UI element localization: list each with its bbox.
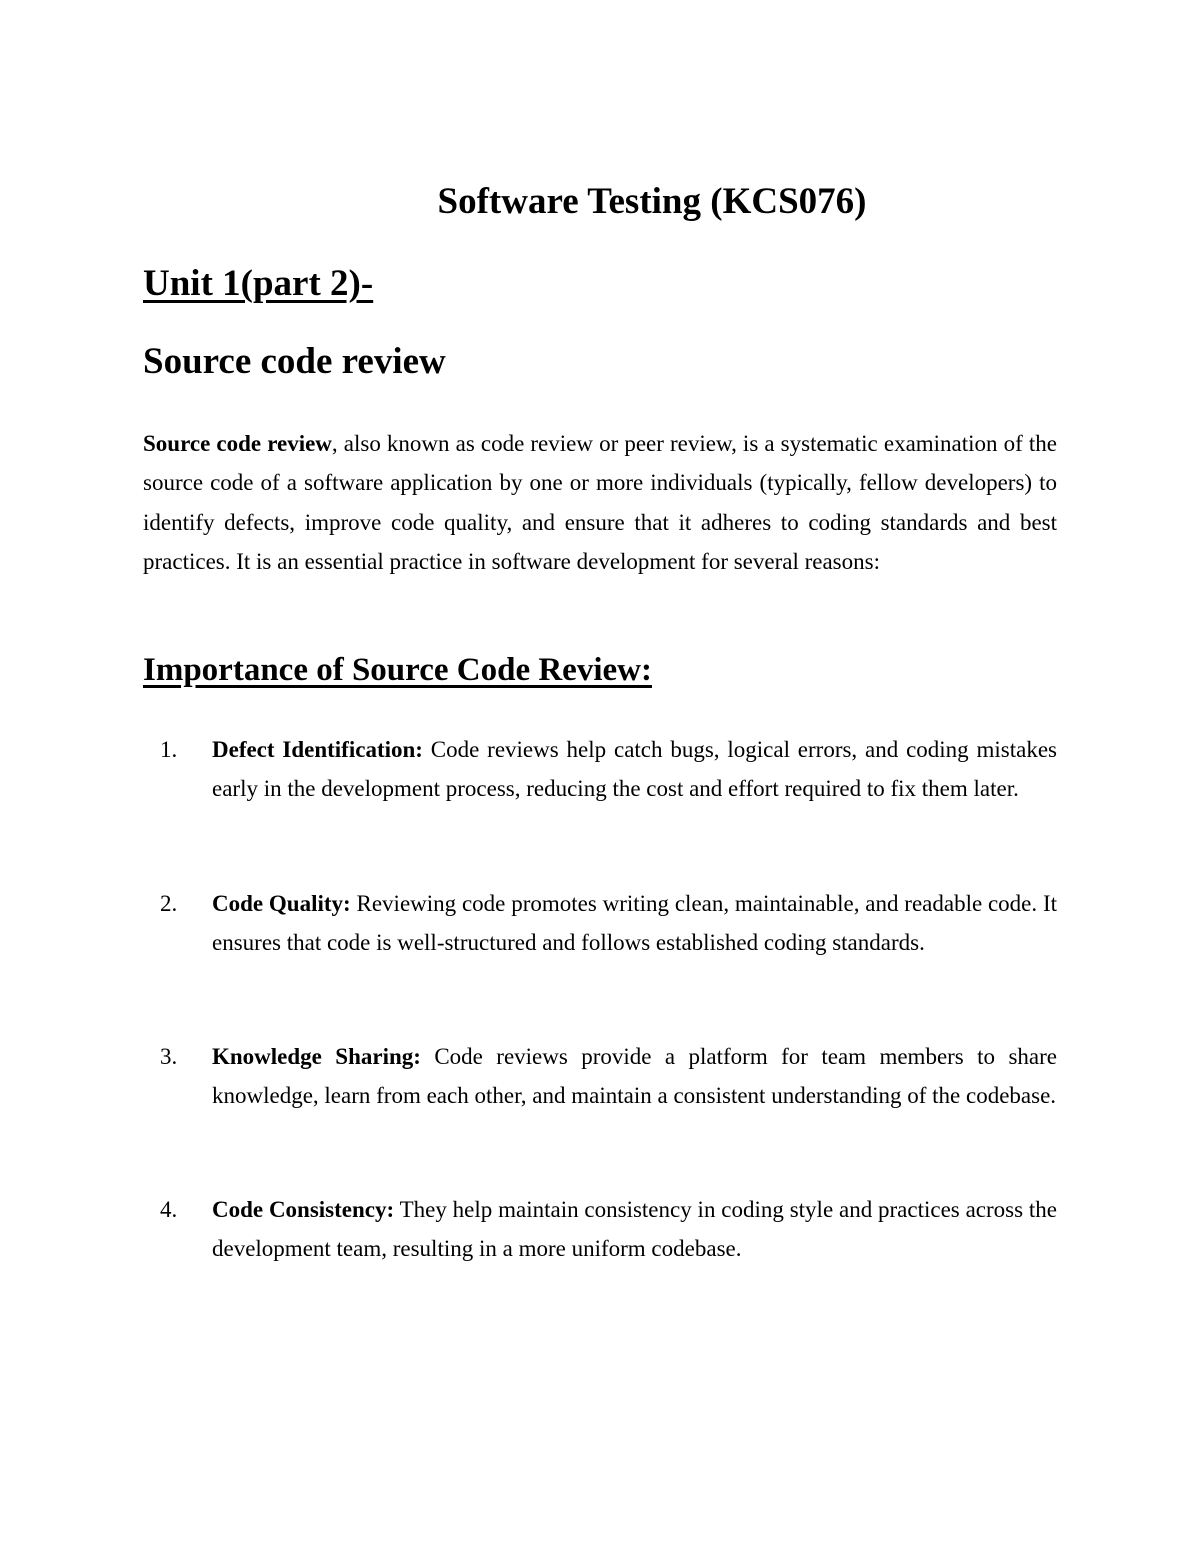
list-item [160, 884, 1057, 963]
intro-lead-term: Source code review [143, 431, 332, 456]
list-item-number: 2. [160, 891, 178, 916]
list-item-body [212, 730, 1057, 809]
list-item-number: 4. [160, 1197, 178, 1222]
intro-paragraph [143, 424, 1057, 582]
list-item-number: 3. [160, 1044, 178, 1069]
section-heading: Source code review [143, 341, 446, 382]
list-item-body [212, 1037, 1057, 1116]
importance-heading: Importance of Source Code Review: [143, 652, 652, 688]
document-title: Software Testing (KCS076) [437, 181, 867, 222]
list-item [160, 1190, 1057, 1269]
list-item-term: Defect Identification: [212, 737, 423, 762]
list-item-number: 1. [160, 737, 178, 762]
list-item-term: Code Consistency: [212, 1197, 395, 1222]
list-item-text: Code reviews provide a platform for team members to share knowledge, learn from each other, and maintain a consistent understanding of the codebase. [212, 1044, 1057, 1109]
list-item [160, 730, 1057, 809]
list-item-text: Reviewing code promotes writing clean, maintainable, and readable code. It ensures that code is well-structured and follows established coding standards. [212, 891, 1057, 956]
unit-heading: Unit 1(part 2)- [143, 263, 374, 304]
intro-text: , also known as code review or peer review, is a systematic examination of the source code of a software application by one or more individuals (typically, fellow developers) to identify defects, improve code quality, and ensure that it adheres to coding standards and best practices. It is an essential practice in software development for several reasons: [143, 431, 1057, 575]
list-item-body [212, 884, 1057, 963]
list-item-term: Code Quality: [212, 891, 351, 916]
list-item-text: Code reviews help catch bugs, logical errors, and coding mistakes early in the development process, reducing the cost and effort required to fix them later. [212, 737, 1057, 802]
list-item-body [212, 1190, 1057, 1269]
list-item-text: They help maintain consistency in coding style and practices across the development team, resulting in a more uniform codebase. [212, 1197, 1057, 1262]
list-item-term: Knowledge Sharing: [212, 1044, 421, 1069]
list-item [160, 1037, 1057, 1116]
